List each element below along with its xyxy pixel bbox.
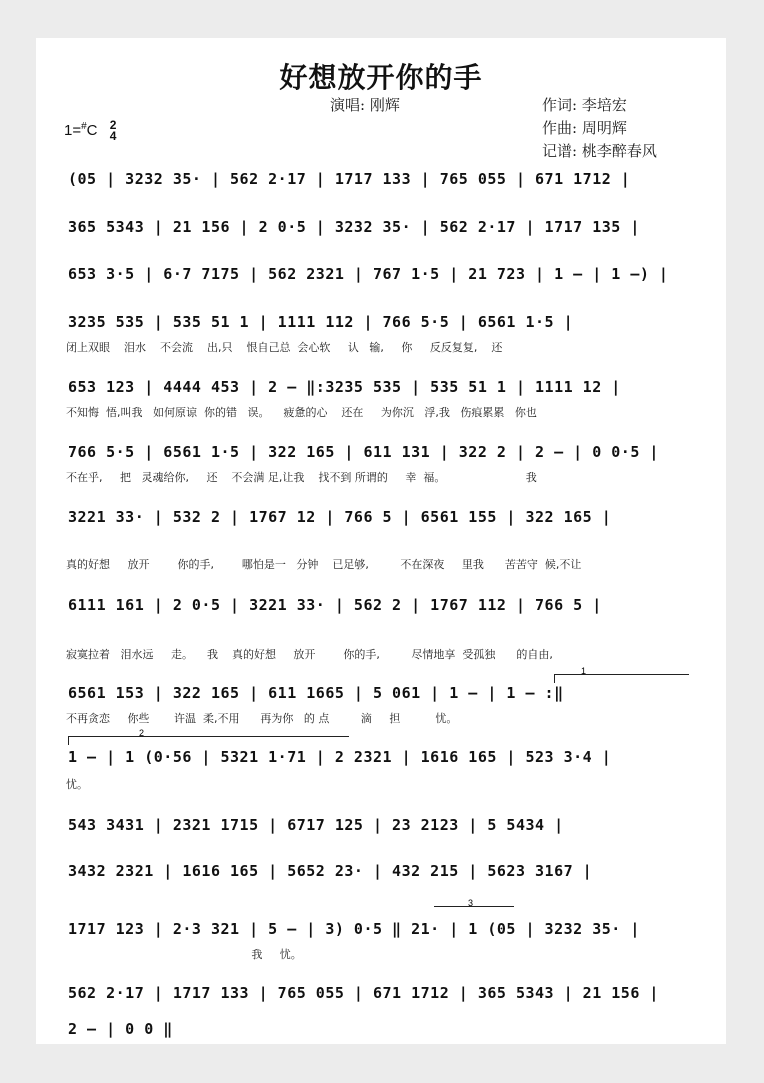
notation-line: 3221 33· | 532 2 | 1767 12 | 766 5 | 6561 155 | 322 165 | [68, 508, 612, 526]
notation-line: 653 3·5 | 6·7 7175 | 562 2321 | 767 1·5 | 21 723 | 1 – | 1 –) | [68, 265, 669, 283]
notation-line: 3235 535 | 535 51 1 | 1111 112 | 766 5·5 | 6561 1·5 | [68, 313, 574, 331]
lyric-line: 不在乎, 把 灵魂给你, 还 不会满 足,让我 找不到 所谓的 幸 福。 我 [66, 471, 537, 484]
notation-line: (05 | 3232 35· | 562 2·17 | 1717 133 | 765 055 | 671 1712 | [68, 170, 631, 188]
lyricist-credit: 作词: 李培宏 [542, 96, 627, 114]
transcriber-credit: 记谱: 桃李醉春风 [542, 142, 657, 160]
notation-line: 2 – | 0 0 ‖ [68, 1020, 173, 1038]
time-signature [110, 120, 117, 142]
notation-line: 1717 123 | 2·3 321 | 5 – | 3) 0·5 ‖ 21· | 1 (05 | 3232 35· | [68, 920, 640, 938]
lyric-line: 闭上双眼 泪水 不会流 出,只 恨自己总 会心软 认 输, 你 反反复复, 还 [66, 341, 503, 354]
key-prefix: 1= [64, 121, 82, 139]
notation-line: 3432 2321 | 1616 165 | 5652 23· | 432 215 | 5623 3167 | [68, 862, 593, 880]
triplet-bracket: 3 [434, 906, 514, 915]
composer-credit: 作曲: 周明辉 [542, 119, 627, 137]
notation-line: 766 5·5 | 6561 1·5 | 322 165 | 611 131 | 322 2 | 2 – | 0 0·5 | [68, 443, 659, 461]
volta-bracket-2: 2 [68, 736, 349, 745]
key-note: C [86, 121, 98, 139]
notation-line: 365 5343 | 21 156 | 2 0·5 | 3232 35· | 562 2·17 | 1717 135 | [68, 218, 640, 236]
lyric-line: 不再贪恋 你些 许温 柔,不用 再为你 的 点 滴 担 忧。 [66, 712, 458, 725]
singer-credit: 演唱: 刚辉 [330, 96, 400, 114]
notation-line: 543 3431 | 2321 1715 | 6717 125 | 23 2123 | 5 5434 | [68, 816, 564, 834]
lyric-line: 寂寞拉着 泪水远 走。 我 真的好想 放开 你的手, 尽情地享 受孤独 的自由, [66, 648, 553, 661]
notation-line: 562 2·17 | 1717 133 | 765 055 | 671 1712 | 365 5343 | 21 156 | [68, 984, 659, 1002]
notation-line: 1 – | 1 (0·56 | 5321 1·71 | 2 2321 | 1616 165 | 523 3·4 | [68, 748, 612, 766]
sharp-sign: # [81, 120, 87, 132]
lyric-line: 真的好想 放开 你的手, 哪怕是一 分钟 已足够, 不在深夜 里我 苦苦守 候,不让 [66, 558, 582, 571]
notation-line: 6111 161 | 2 0·5 | 3221 33· | 562 2 | 1767 112 | 766 5 | [68, 596, 602, 614]
lyric-line: 我 忧。 [66, 948, 302, 961]
lyric-line: 不知悔 悟,叫我 如何原谅 你的错 误。 疲惫的心 还在 为你沉 浮,我 伤痕累累 你也 [66, 406, 537, 419]
volta-bracket-1: 1 [554, 674, 689, 683]
key-signature [64, 120, 116, 142]
time-numerator: 2 [109, 118, 117, 132]
time-denominator: 4 [109, 129, 117, 143]
score-sheet [36, 38, 726, 1044]
notation-line: 6561 153 | 322 165 | 611 1665 | 5 061 | 1 – | 1 – :‖ [68, 684, 564, 702]
lyric-line: 忧。 [66, 778, 88, 791]
song-title: 好想放开你的手 [279, 61, 483, 94]
notation-line: 653 123 | 4444 453 | 2 – ‖:3235 535 | 535 51 1 | 1111 12 | [68, 378, 621, 396]
